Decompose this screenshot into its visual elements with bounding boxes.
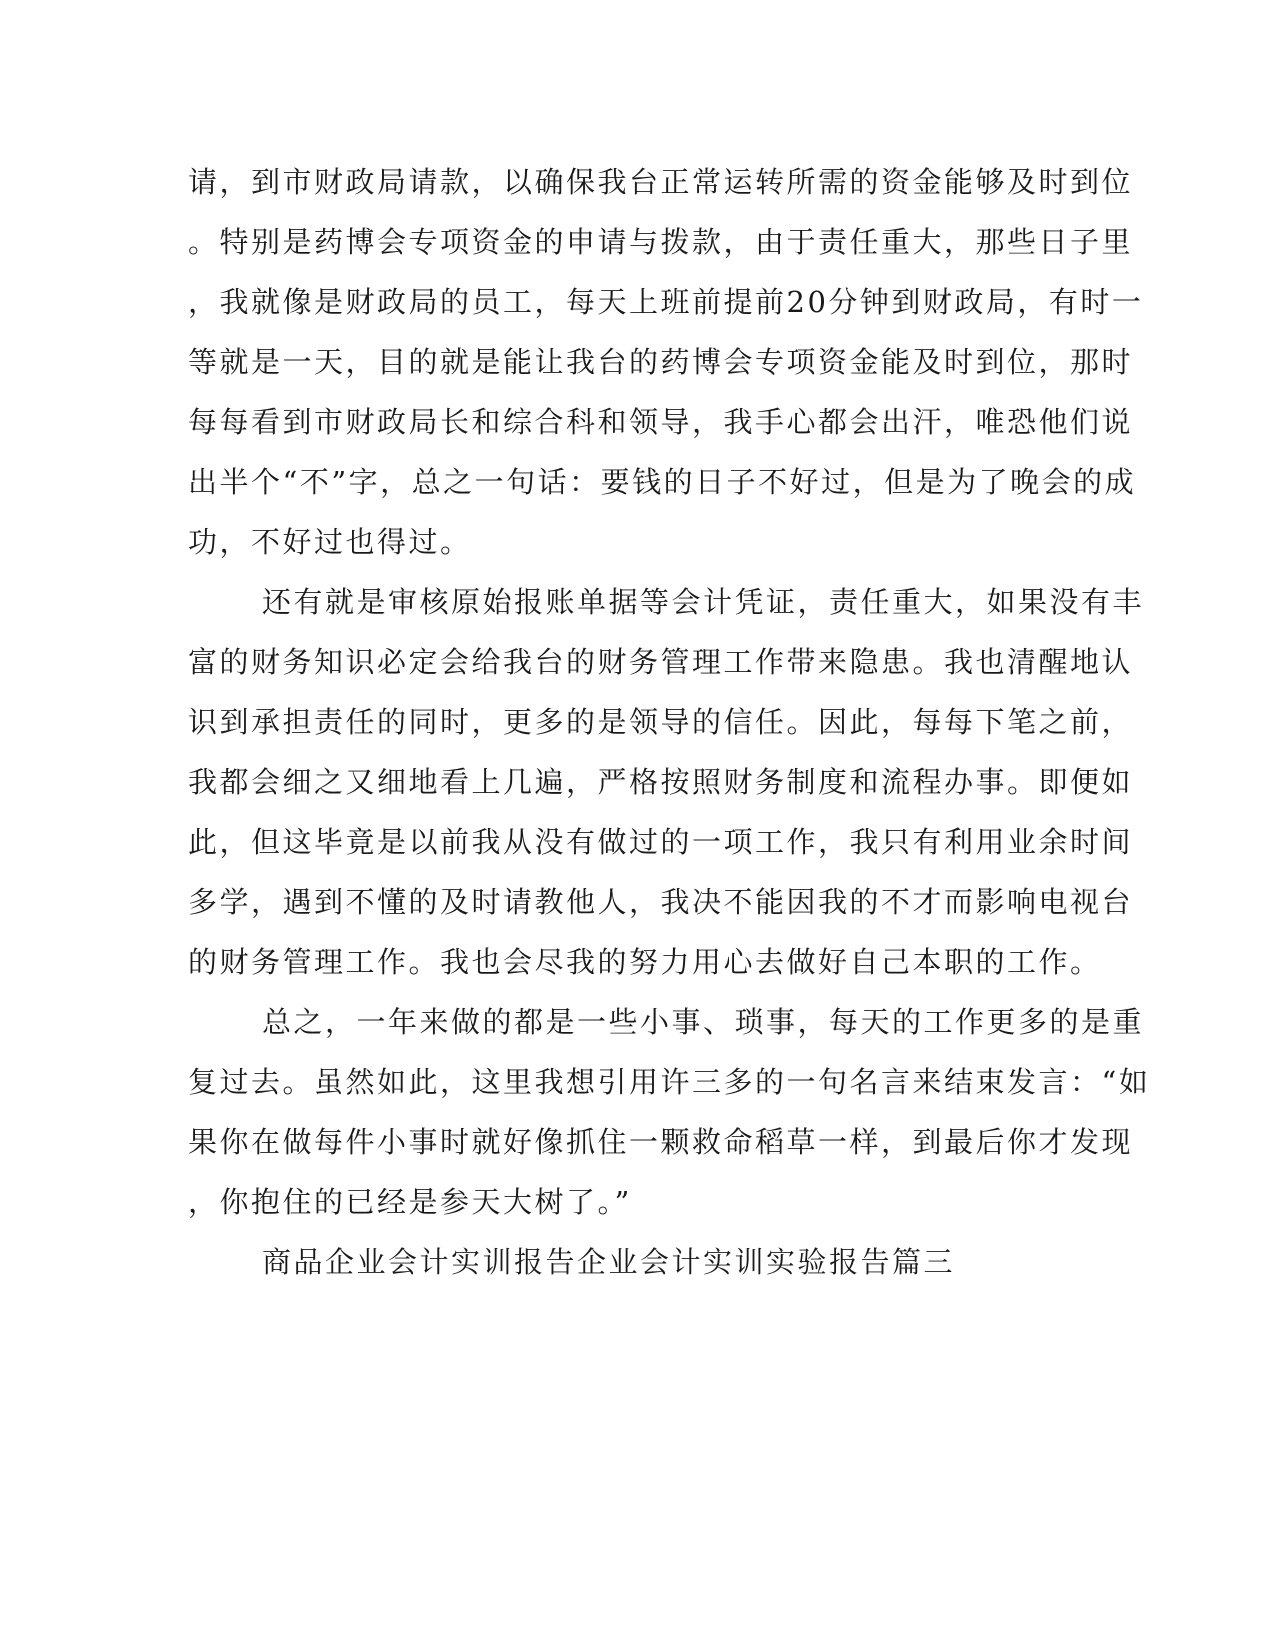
text-line: 复过去。虽然如此，这里我想引用许三多的一句名言来结束发言：“如 — [188, 1065, 1151, 1099]
text-line: ，我就像是财政局的员工，每天上班前提前20分钟到财政局，有时一 — [188, 285, 1144, 319]
text-line: 多学，遇到不懂的及时请教他人，我决不能因我的不才而影响电视台 — [188, 885, 1134, 919]
text-line: 每每看到市财政局长和综合科和领导，我手心都会出汗，唯恐他们说 — [188, 405, 1134, 439]
text-line: 我都会细之又细地看上几遍，严格按照财务制度和流程办事。即便如 — [188, 765, 1134, 799]
text-line: ，你抱住的已经是参天大树了。” — [188, 1185, 632, 1219]
text-line: 的财务管理工作。我也会尽我的努力用心去做好自己本职的工作。 — [188, 945, 1102, 979]
text-line: 请，到市财政局请款，以确保我台正常运转所需的资金能够及时到位 — [188, 165, 1134, 199]
text-line: 识到承担责任的同时，更多的是领导的信任。因此，每每下笔之前， — [188, 705, 1134, 739]
paragraph-start-line: 总之，一年来做的都是一些小事、琐事，每天的工作更多的是重 — [262, 1005, 1145, 1039]
section-heading: 商品企业会计实训报告企业会计实训实验报告篇三 — [262, 1245, 956, 1279]
text-line: 出半个“不”字，总之一句话：要钱的日子不好过，但是为了晚会的成 — [188, 465, 1137, 499]
text-line: 。特别是药博会专项资金的申请与拨款，由于责任重大，那些日子里 — [188, 225, 1134, 259]
document-body — [188, 152, 1151, 1292]
text-line: 等就是一天，目的就是能让我台的药博会专项资金能及时到位，那时 — [188, 345, 1134, 379]
text-line: 功，不好过也得过。 — [188, 525, 472, 559]
text-line: 富的财务知识必定会给我台的财务管理工作带来隐患。我也清醒地认 — [188, 645, 1134, 679]
paragraph-start-line: 还有就是审核原始报账单据等会计凭证，责任重大，如果没有丰 — [262, 585, 1145, 619]
text-line: 果你在做每件小事时就好像抓住一颗救命稻草一样，到最后你才发现 — [188, 1125, 1134, 1159]
text-line: 此，但这毕竟是以前我从没有做过的一项工作，我只有利用业余时间 — [188, 825, 1134, 859]
